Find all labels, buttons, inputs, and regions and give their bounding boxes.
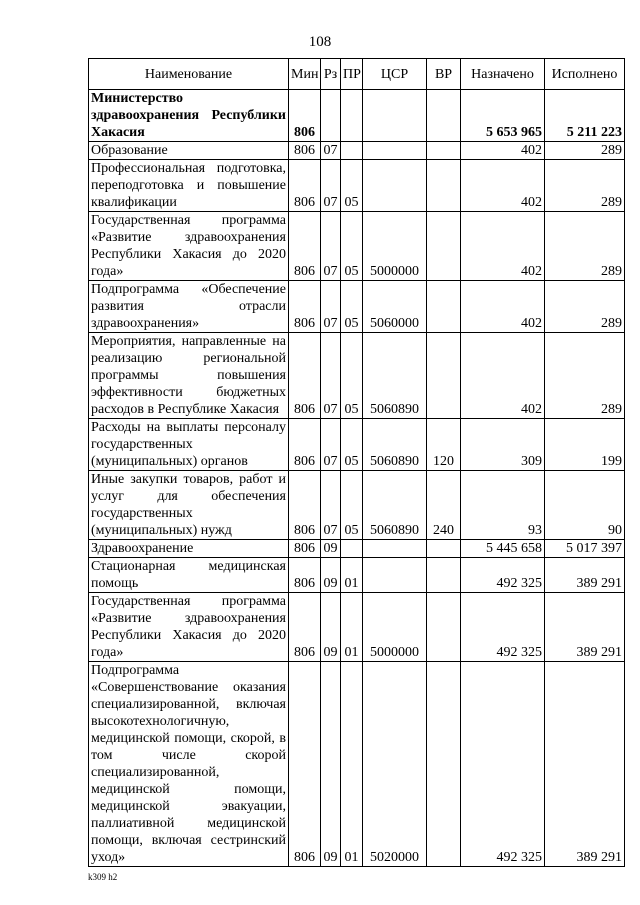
row-name: Министерство здравоохранения Республики Хакасия	[89, 90, 289, 142]
row-pr: 05	[341, 281, 363, 333]
row-name: Государственная программа «Развитие здравоохранения Республики Хакасия до 2020 года»	[89, 212, 289, 281]
row-rz: 07	[321, 142, 341, 160]
table-row	[89, 212, 625, 281]
row-name: Расходы на выплаты персоналу государственных (муниципальных) органов	[89, 419, 289, 471]
row-executed: 389 291	[545, 662, 625, 867]
row-vr	[427, 333, 461, 419]
row-vr	[427, 540, 461, 558]
row-rz: 07	[321, 281, 341, 333]
table-row	[89, 142, 625, 160]
row-executed: 199	[545, 419, 625, 471]
table-row	[89, 471, 625, 540]
row-min: 806	[289, 593, 321, 662]
row-name: Иные закупки товаров, работ и услуг для обеспечения государственных (муниципальных) нужд	[89, 471, 289, 540]
row-rz: 07	[321, 471, 341, 540]
row-pr	[341, 540, 363, 558]
row-name: Мероприятия, направленные на реализацию региональной программы повышения эффективности бюджетных расходов в Республике Хакасия	[89, 333, 289, 419]
row-vr	[427, 90, 461, 142]
row-name: Государственная программа «Развитие здравоохранения Республики Хакасия до 2020 года»	[89, 593, 289, 662]
table-row	[89, 333, 625, 419]
table-row	[89, 662, 625, 867]
row-executed: 289	[545, 160, 625, 212]
row-pr: 01	[341, 593, 363, 662]
row-assigned: 492 325	[461, 662, 545, 867]
table-row	[89, 419, 625, 471]
row-executed: 289	[545, 212, 625, 281]
row-min: 806	[289, 419, 321, 471]
row-rz: 09	[321, 662, 341, 867]
row-csr: 5000000	[363, 212, 427, 281]
header-vr: ВР	[427, 59, 461, 90]
row-csr: 5060890	[363, 471, 427, 540]
row-vr	[427, 160, 461, 212]
row-min: 806	[289, 558, 321, 593]
table-row	[89, 160, 625, 212]
row-csr: 5000000	[363, 593, 427, 662]
row-vr	[427, 212, 461, 281]
row-csr	[363, 142, 427, 160]
row-pr: 01	[341, 558, 363, 593]
row-csr	[363, 558, 427, 593]
row-csr	[363, 90, 427, 142]
row-assigned: 309	[461, 419, 545, 471]
row-assigned: 402	[461, 212, 545, 281]
row-csr	[363, 160, 427, 212]
header-pr: ПР	[341, 59, 363, 90]
row-min: 806	[289, 212, 321, 281]
row-csr: 5060890	[363, 333, 427, 419]
header-rz: Рз	[321, 59, 341, 90]
row-min: 806	[289, 333, 321, 419]
table-row	[89, 593, 625, 662]
row-rz: 07	[321, 160, 341, 212]
row-vr: 120	[427, 419, 461, 471]
row-assigned: 5 653 965	[461, 90, 545, 142]
row-rz: 07	[321, 419, 341, 471]
row-pr	[341, 90, 363, 142]
table-row	[89, 558, 625, 593]
row-rz: 07	[321, 333, 341, 419]
row-assigned: 5 445 658	[461, 540, 545, 558]
table-header-row	[89, 59, 625, 90]
header-name: Наименование	[89, 59, 289, 90]
row-assigned: 402	[461, 281, 545, 333]
row-min: 806	[289, 160, 321, 212]
row-pr: 05	[341, 333, 363, 419]
row-pr: 01	[341, 662, 363, 867]
row-csr: 5060000	[363, 281, 427, 333]
row-executed: 5 211 223	[545, 90, 625, 142]
footer-code: k309 h2	[88, 872, 118, 882]
row-executed: 289	[545, 333, 625, 419]
table-row	[89, 540, 625, 558]
row-name: Стационарная медицинская помощь	[89, 558, 289, 593]
row-rz	[321, 90, 341, 142]
row-executed: 389 291	[545, 558, 625, 593]
row-assigned: 492 325	[461, 558, 545, 593]
header-assigned: Назначено	[461, 59, 545, 90]
header-min: Мин	[289, 59, 321, 90]
row-assigned: 402	[461, 160, 545, 212]
row-name: Профессиональная подготовка, переподготовка и повышение квалификации	[89, 160, 289, 212]
row-csr	[363, 540, 427, 558]
row-vr	[427, 593, 461, 662]
row-name: Образование	[89, 142, 289, 160]
row-executed: 389 291	[545, 593, 625, 662]
row-assigned: 402	[461, 142, 545, 160]
row-name: Подпрограмма «Обеспечение развития отрасли здравоохранения»	[89, 281, 289, 333]
row-vr	[427, 558, 461, 593]
header-csr: ЦСР	[363, 59, 427, 90]
row-pr: 05	[341, 212, 363, 281]
row-executed: 289	[545, 142, 625, 160]
row-pr: 05	[341, 160, 363, 212]
row-min: 806	[289, 90, 321, 142]
row-pr: 05	[341, 419, 363, 471]
row-vr	[427, 662, 461, 867]
row-vr: 240	[427, 471, 461, 540]
row-vr	[427, 142, 461, 160]
row-vr	[427, 281, 461, 333]
row-min: 806	[289, 281, 321, 333]
row-assigned: 93	[461, 471, 545, 540]
row-min: 806	[289, 471, 321, 540]
row-executed: 289	[545, 281, 625, 333]
row-pr: 05	[341, 471, 363, 540]
row-rz: 09	[321, 593, 341, 662]
row-name: Подпрограмма «Совершенствование оказания специализированной, включая высокотехнологичную, медицинской помощи, скорой, в том числе скорой специализированной, медицинской помощи, медицинской эвакуации, паллиативной медицинской помощи, включая сестринский уход»	[89, 662, 289, 867]
row-min: 806	[289, 540, 321, 558]
row-csr: 5020000	[363, 662, 427, 867]
row-min: 806	[289, 142, 321, 160]
row-assigned: 492 325	[461, 593, 545, 662]
row-pr	[341, 142, 363, 160]
row-name: Здравоохранение	[89, 540, 289, 558]
row-rz: 09	[321, 540, 341, 558]
row-assigned: 402	[461, 333, 545, 419]
table-row	[89, 281, 625, 333]
row-rz: 07	[321, 212, 341, 281]
row-min: 806	[289, 662, 321, 867]
row-executed: 90	[545, 471, 625, 540]
page-number: 108	[308, 34, 332, 50]
table-row	[89, 90, 625, 142]
header-executed: Исполнено	[545, 59, 625, 90]
row-executed: 5 017 397	[545, 540, 625, 558]
budget-table	[88, 58, 625, 867]
row-csr: 5060890	[363, 419, 427, 471]
row-rz: 09	[321, 558, 341, 593]
